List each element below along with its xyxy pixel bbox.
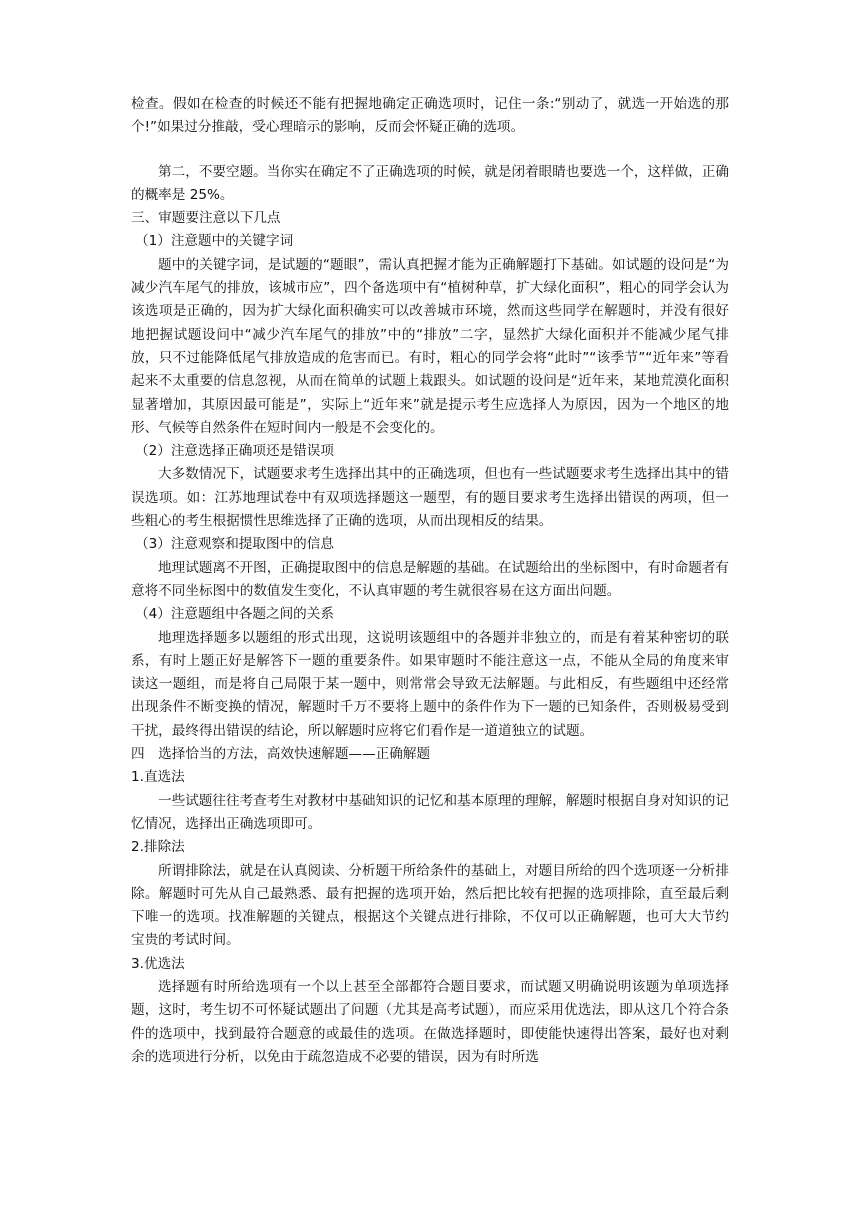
body-paragraph: 所谓排除法，就是在认真阅读、分析题干所给条件的基础上，对题目所给的四个选项逐一分析排除。解题时可先从自己最熟悉、最有把握的选项开始，然后把比较有把握的选项排除，直至最后剩下唯一的选项。找准解题的关键点，根据这个关键点进行排除，不仅可以正确解题，也可大大节约宝贵的考试时间。 (131, 862, 729, 949)
subsection-heading: （4）注意题组中各题之间的关系 (135, 606, 334, 623)
document-body (131, 93, 729, 1069)
body-paragraph: 一些试题往往考查考生对教材中基础知识的记忆和基本原理的理解，解题时根据自身对知识的记忆情况，选择出正确选项即可。 (131, 792, 729, 832)
body-paragraph: 检查。假如在检查的时候还不能有把握地确定正确选项时，记住一条:“别动了，就选一开始选的那个!”如果过分推敲，受心理暗示的影响，反而会怀疑正确的选项。 (131, 96, 729, 136)
subsection-heading: （3）注意观察和提取图中的信息 (135, 536, 334, 553)
paragraph-spacer (131, 140, 729, 161)
body-paragraph: 地理选择题多以题组的形式出现，这说明该题组中的各题并非独立的，而是有着某种密切的联系，有时上题正好是解答下一题的重要条件。如果审题时不能注意这一点，不能从全局的角度来审读这一题组，而是将自己局限于某一题中，则常常会导致无法解题。与此相反，有些题组中还经常出现条件不断变换的情况，解题时千万不要将上题中的条件作为下一题的已知条件，否则极易受到干扰，最终得出错误的结论，所以解题时应将它们看作是一道道独立的试题。 (131, 629, 729, 739)
subsection-heading: （2）注意选择正确项还是错误项 (135, 443, 334, 460)
section-heading: 三、审题要注意以下几点 (131, 210, 281, 227)
section-heading: 3.优选法 (131, 955, 185, 972)
body-paragraph: 地理试题离不开图，正确提取图中的信息是解题的基础。在试题给出的坐标图中，有时命题者有意将不同坐标图中的数值发生变化，不认真审题的考生就很容易在这方面出问题。 (131, 559, 729, 599)
body-paragraph: 第二，不要空题。当你实在确定不了正确选项的时候，就是闭着眼睛也要选一个，这样做，正确的概率是 25%。 (131, 163, 729, 203)
section-heading: 四 选择恰当的方法，高效快速解题——正确解题 (131, 746, 431, 763)
body-paragraph: 题中的关键字词，是试题的“题眼”，需认真把握才能为正确解题打下基础。如试题的设问是“为减少汽车尾气的排放，该城市应”，四个备选项中有“植树种草，扩大绿化面积”，粗心的同学会认为该选项是正确的，因为扩大绿化面积确实可以改善城市环境，然而这些同学在解题时，并没有很好地把握试题设问中“减少汽车尾气的排放”中的“排放”二字，显然扩大绿化面积并不能减少尾气排放，只不过能降低尾气排放造成的危害而已。有时，粗心的同学会将“此时”“该季节”“近年来”等看起来不太重要的信息忽视，从而在简单的试题上栽跟头。如试题的设问是“近年来，某地荒漠化面积显著增加，其原因最可能是”，实际上“近年来”就是提示考生应选择人为原因，因为一个地区的地形、气候等自然条件在短时间内一般是不会变化的。 (131, 256, 729, 436)
section-heading: 2.排除法 (131, 839, 185, 856)
body-paragraph: 选择题有时所给选项有一个以上甚至全部都符合题目要求，而试题又明确说明该题为单项选择题，这时，考生切不可怀疑试题出了问题（尤其是高考试题），而应采用优选法，即从这几个符合条件的选项中，找到最符合题意的或最佳的选项。在做选择题时，即使能快速得出答案，最好也对剩余的选项进行分析，以免由于疏忽造成不必要的错误，因为有时所选 (131, 978, 729, 1065)
body-paragraph: 大多数情况下，试题要求考生选择出其中的正确选项，但也有一些试题要求考生选择出其中的错误选项。如：江苏地理试卷中有双项选择题这一题型，有的题目要求考生选择出错误的两项，但一些粗心的考生根据惯性思维选择了正确的选项，从而出现相反的结果。 (131, 466, 729, 530)
section-heading: 1.直选法 (131, 769, 185, 786)
subsection-heading: （1）注意题中的关键字词 (135, 233, 294, 250)
